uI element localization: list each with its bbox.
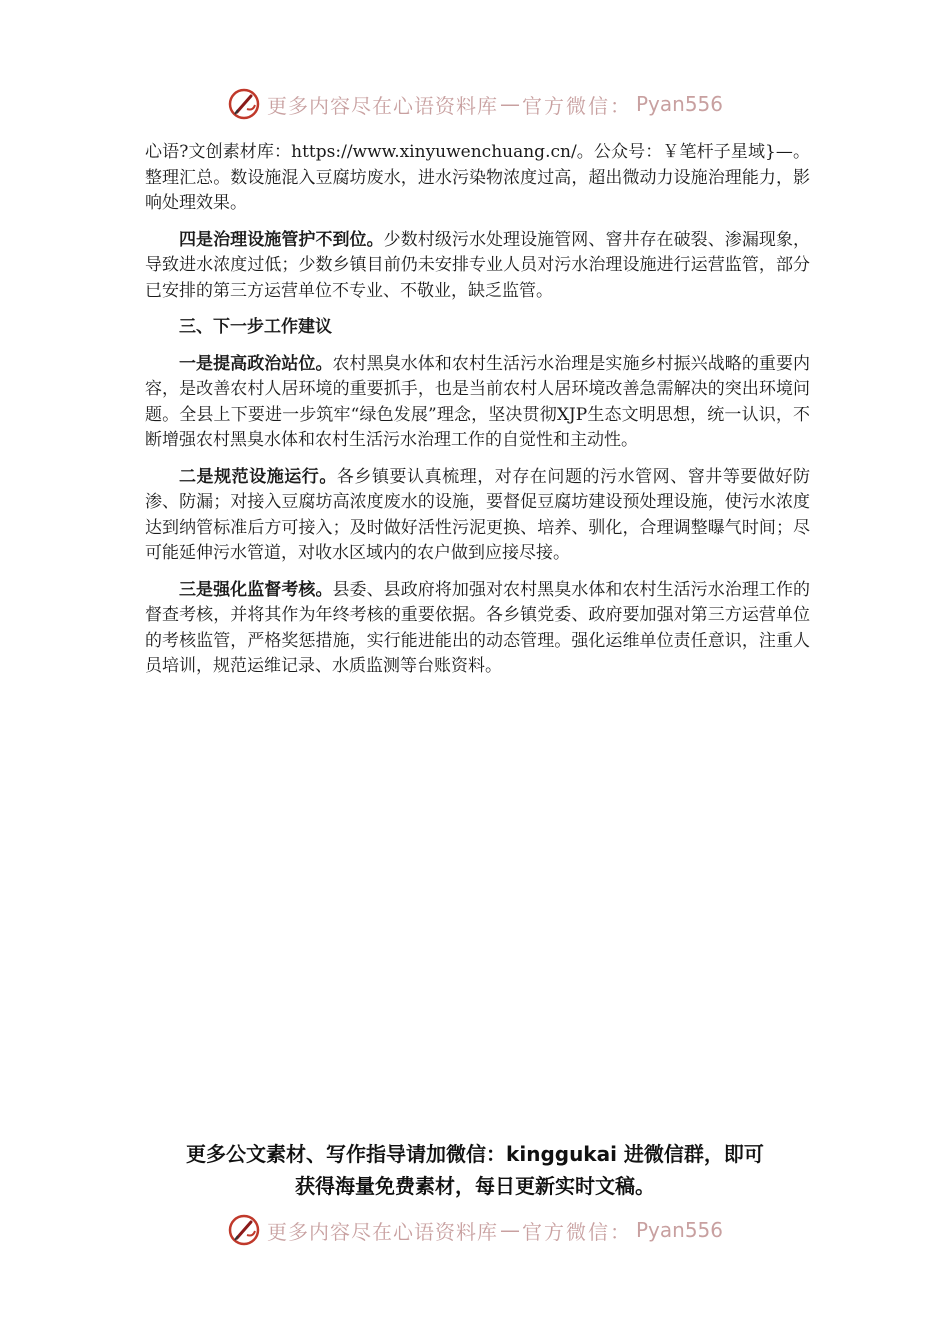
pen-logo-icon [227, 1213, 261, 1247]
banner-wechat-label: 官方微信： [521, 1219, 632, 1244]
banner-dash: — [499, 92, 520, 116]
paragraph-intro [145, 140, 810, 217]
document-body [145, 140, 810, 691]
footer-line-1: 更多公文素材、写作指导请加微信：kinggukai 进微信群，即可 [186, 1142, 764, 1166]
section-heading-text: 三、下一步工作建议 [179, 317, 332, 337]
paragraph-text: 心语?文创素材库：https://www.xinyuwenchuang.cn/。公众号：￥笔杆子星域}—。整理汇总。数设施混入豆腐坊废水，进水污染物浓度过高，超出微动力设施治理能力，影响处理效果。 [145, 142, 810, 213]
paragraph-lead: 四是治理设施管护不到位。 [179, 229, 384, 250]
banner-dash: — [499, 1218, 520, 1242]
paragraph-lead: 三是强化监督考核。 [179, 579, 333, 600]
pen-logo-icon [227, 87, 261, 121]
paragraph-suggestion-2 [145, 465, 810, 567]
banner-site-text: 更多内容尽在心语资料库 [266, 1219, 498, 1244]
paragraph-text: 少数村级污水处理设施管网、窨井存在破裂、渗漏现象，导致进水浓度过低；少数乡镇目前仍未安排专业人员对污水治理设施进行运营监管，部分已安排的第三方运营单位不专业、不敬业，缺乏监管。 [145, 229, 811, 301]
footer-promo [0, 1138, 950, 1202]
banner-site-text: 更多内容尽在心语资料库 [266, 93, 498, 118]
banner-wechat-label: 官方微信： [521, 93, 632, 118]
paragraph-lead: 一是提高政治站位。 [179, 353, 333, 374]
banner-wechat-id: Pyan556 [635, 92, 723, 116]
paragraph-suggestion-1 [145, 352, 810, 454]
paragraph-lead: 二是规范设施运行。 [179, 466, 337, 487]
paragraph-text: 农村黑臭水体和农村生活污水治理是实施乡村振兴战略的重要内容，是改善农村人居环境的重要抓手，也是当前农村人居环境改善急需解决的突出环境问题。全县上下要进一步筑牢“绿色发展”理念，坚决贯彻XJP生态文明思想，统一认识，不断增强农村黑臭水体和农村生活污水治理工作的自觉性和主动性。 [145, 353, 810, 450]
footer-banner [0, 1208, 950, 1252]
paragraph-text: 县委、县政府将加强对农村黑臭水体和农村生活污水治理工作的督查考核，并将其作为年终考核的重要依据。各乡镇党委、政府要加强对第三方运营单位的考核监管，严格奖惩措施，实行能进能出的动态管理。强化运维单位责任意识，注重人员培训，规范运维记录、水质监测等台账资料。 [145, 579, 810, 676]
header-banner [0, 82, 950, 126]
paragraph-suggestion-3 [145, 578, 810, 680]
footer-line-2: 获得海量免费素材，每日更新实时文稿。 [295, 1174, 655, 1198]
section-heading [145, 315, 810, 341]
banner-wechat-id: Pyan556 [635, 1218, 723, 1242]
paragraph-text: 各乡镇要认真梳理，对存在问题的污水管网、窨井等要做好防渗、防漏；对接入豆腐坊高浓度废水的设施，要督促豆腐坊建设预处理设施，使污水浓度达到纳管标准后方可接入；及时做好活性污泥更换、培养、驯化，合理调整曝气时间；尽可能延伸污水管道，对收水区域内的农户做到应接尽接。 [145, 466, 811, 563]
paragraph-issue-4 [145, 228, 810, 305]
